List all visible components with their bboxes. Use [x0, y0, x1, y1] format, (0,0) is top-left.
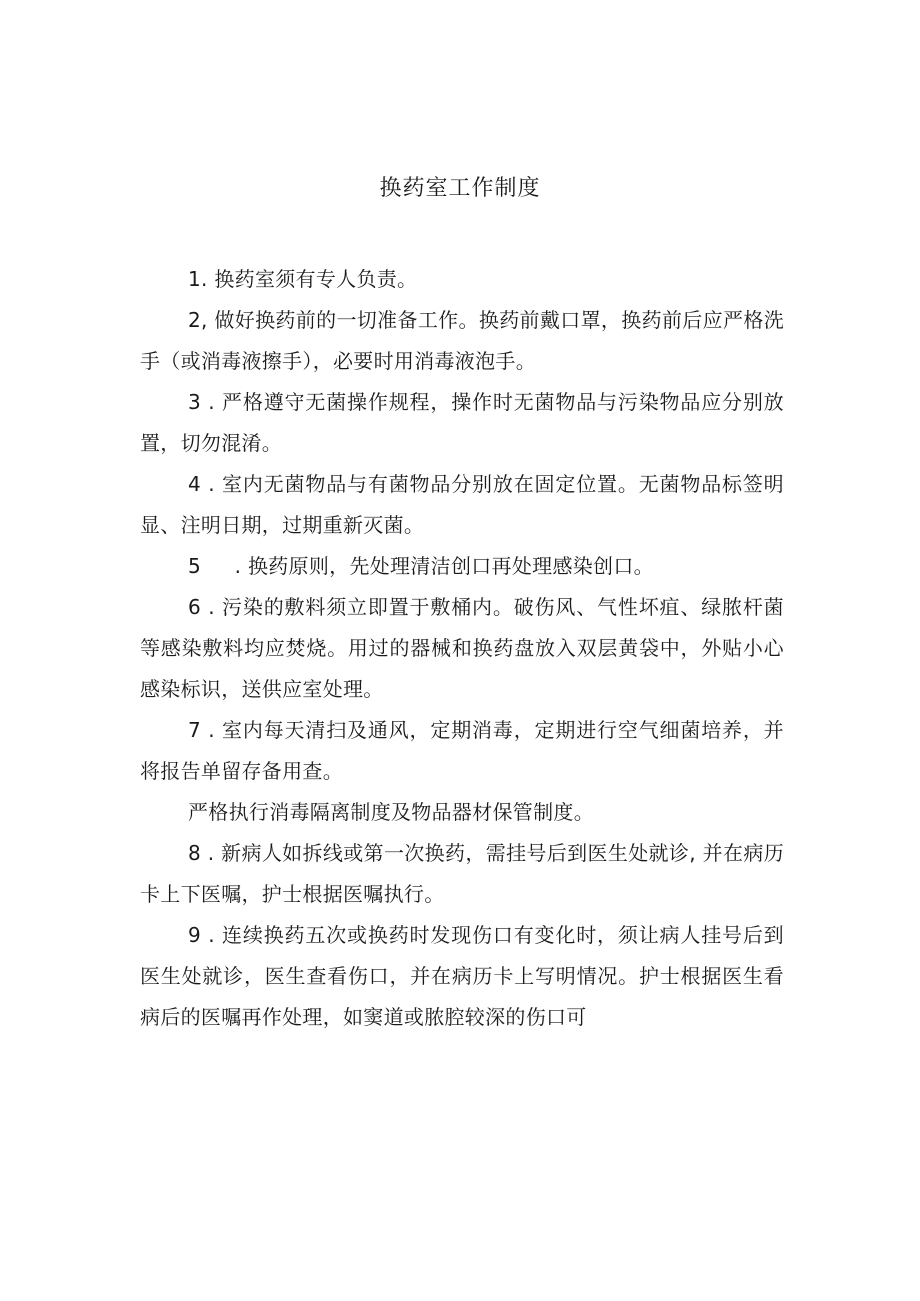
paragraph-6: 6 . 污染的敷料须立即置于敷桶内。破伤风、气性坏疽、绿脓杆菌等感染敷料均应焚烧。用过的器械和换药盘放入双层黄袋中，外贴小心感染标识，送供应室处理。	[140, 595, 784, 701]
paragraph-disinfection-rule: 严格执行消毒隔离制度及物品器材保管制度。	[188, 800, 594, 824]
paragraph-9: 9 . 连续换药五次或换药时发现伤口有变化时，须让病人挂号后到医生处就诊，医生查看伤口，并在病历卡上写明情况。护士根据医生看病后的医嘱再作处理，如窦道或脓腔较深的伤口可	[140, 923, 784, 1029]
paragraph-4: 4 . 室内无菌物品与有菌物品分别放在固定位置。无菌物品标签明显、注明日期，过期重新灭菌。	[140, 472, 784, 537]
paragraph-2: 2, 做好换药前的一切准备工作。换药前戴口罩，换药前后应严格洗手（或消毒液擦手），必要时用消毒液泡手。	[140, 308, 784, 373]
paragraph-8: 8 . 新病人如拆线或第一次换药，需挂号后到医生处就诊, 并在病历卡上下医嘱，护士根据医嘱执行。	[140, 841, 784, 906]
paragraph-1: 1. 换药室须有专人负责。	[188, 267, 418, 291]
paragraph-5: 5 . 换药原则，先处理清洁创口再处理感染创口。	[188, 554, 654, 578]
paragraph-7: 7 . 室内每天清扫及通风，定期消毒，定期进行空气细菌培养，并将报告单留存备用查。	[140, 718, 784, 783]
paragraph-3: 3 . 严格遵守无菌操作规程，操作时无菌物品与污染物品应分别放置，切勿混淆。	[140, 390, 784, 455]
document-title: 换药室工作制度	[379, 176, 541, 201]
document-body	[140, 259, 784, 1038]
